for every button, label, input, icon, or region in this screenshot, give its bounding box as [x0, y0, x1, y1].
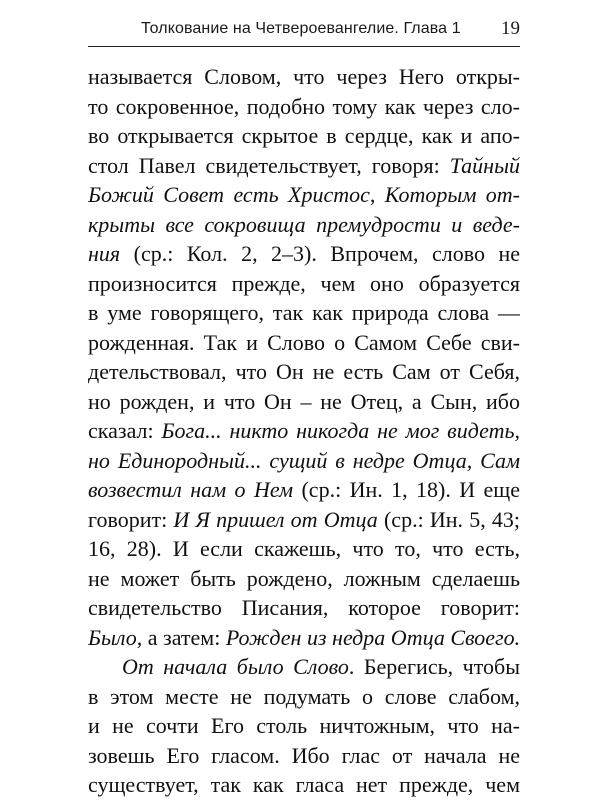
text-line: [88, 534, 520, 564]
text-line: [88, 505, 520, 535]
text-segment: называется Словом, что через Него откры-: [88, 64, 520, 89]
text-line: [88, 770, 520, 800]
italic-quote-segment: Божий Совет есть Христос, Которым от-: [88, 182, 520, 207]
text-segment: детельствовал, что Он не есть Сам от Себя,: [88, 359, 520, 384]
text-segment: не может быть рождено, ложным сделаешь: [88, 565, 520, 591]
text-segment: но рожден, и что Он – не Отец, а Сын, ибо: [88, 388, 520, 414]
text-segment: (ср.: Ин. 1, 18). И еще: [293, 477, 520, 502]
paragraph-start-line: [88, 652, 520, 682]
text-segment: (ср.: Кол. 2, 2–3). Впрочем, слово не: [120, 241, 520, 266]
italic-quote-segment: Тайный: [449, 152, 520, 178]
text-line: [88, 328, 520, 358]
text-line: [88, 62, 520, 92]
text-line: [88, 269, 520, 299]
italic-quote-segment: ния: [88, 241, 121, 266]
text-segment: во открывается скрытое в сердце, как и апо-: [88, 123, 520, 148]
text-line: [88, 298, 520, 328]
text-line: [88, 593, 520, 623]
text-line: [88, 475, 520, 505]
text-line: [88, 564, 520, 594]
italic-quote-segment: но Единородный... сущий в недре Отца, Сам: [88, 447, 520, 473]
text-segment: существует, так как гласа нет прежде, чем: [88, 772, 520, 797]
text-segment: рожденная. Так и Слово о Самом Себе сви-: [88, 329, 520, 355]
header-rule: [88, 46, 520, 47]
text-segment: свидетельство Писания, которое говорит:: [88, 595, 520, 620]
italic-quote-segment: Было,: [88, 624, 143, 650]
text-segment: в этом месте не подумать о слове слабом,: [88, 683, 520, 709]
text-segment: а затем:: [142, 624, 226, 650]
text-line: [88, 711, 520, 741]
text-segment: 16, 28). И если скажешь, что то, что есть,: [88, 536, 520, 561]
text-line: [88, 92, 520, 122]
body-text: [88, 62, 520, 800]
text-segment: стол Павел свидетельствует, говоря:: [88, 152, 450, 178]
text-segment: зовешь Его гласом. Ибо глас от начала не: [88, 742, 520, 768]
italic-quote-segment: крыты все сокровища премудрости и веде-: [88, 211, 520, 237]
text-line: [88, 741, 520, 771]
text-line: [88, 239, 520, 269]
italic-quote-segment: Рожден из недра Отца Своего.: [225, 624, 520, 650]
text-line: [88, 180, 520, 210]
page-number: 19: [501, 18, 520, 39]
text-segment: говорит:: [88, 506, 174, 532]
text-line: [88, 121, 520, 151]
italic-quote-segment: От начала было Слово: [122, 654, 349, 679]
text-segment: . Берегись, чтобы: [348, 654, 520, 679]
text-line: [88, 446, 520, 476]
text-segment: и не сочти Его столь ничтожным, что на-: [88, 713, 520, 738]
text-line: [88, 210, 520, 240]
text-segment: сказал:: [88, 418, 162, 443]
text-segment: то сокровенное, подобно тому как через сло-: [88, 93, 520, 119]
italic-quote-segment: возвестил нам о Нем: [88, 477, 294, 502]
running-header: [88, 18, 520, 42]
running-title: Толкование на Четвероевангелие. Глава 1: [141, 20, 461, 37]
italic-quote-segment: Бога... никто никогда не мог видеть,: [161, 418, 520, 443]
text-line: [88, 416, 520, 446]
text-line: [88, 357, 520, 387]
italic-quote-segment: И Я пришел от Отца: [173, 506, 378, 532]
text-segment: (ср.: Ин. 5, 43;: [377, 506, 520, 532]
text-line: [88, 682, 520, 712]
text-segment: произносится прежде, чем оно образуется: [88, 270, 520, 296]
text-line: [88, 623, 520, 653]
text-line: [88, 387, 520, 417]
text-line: [88, 151, 520, 181]
text-segment: в уме говорящего, так как природа слова —: [88, 300, 520, 325]
